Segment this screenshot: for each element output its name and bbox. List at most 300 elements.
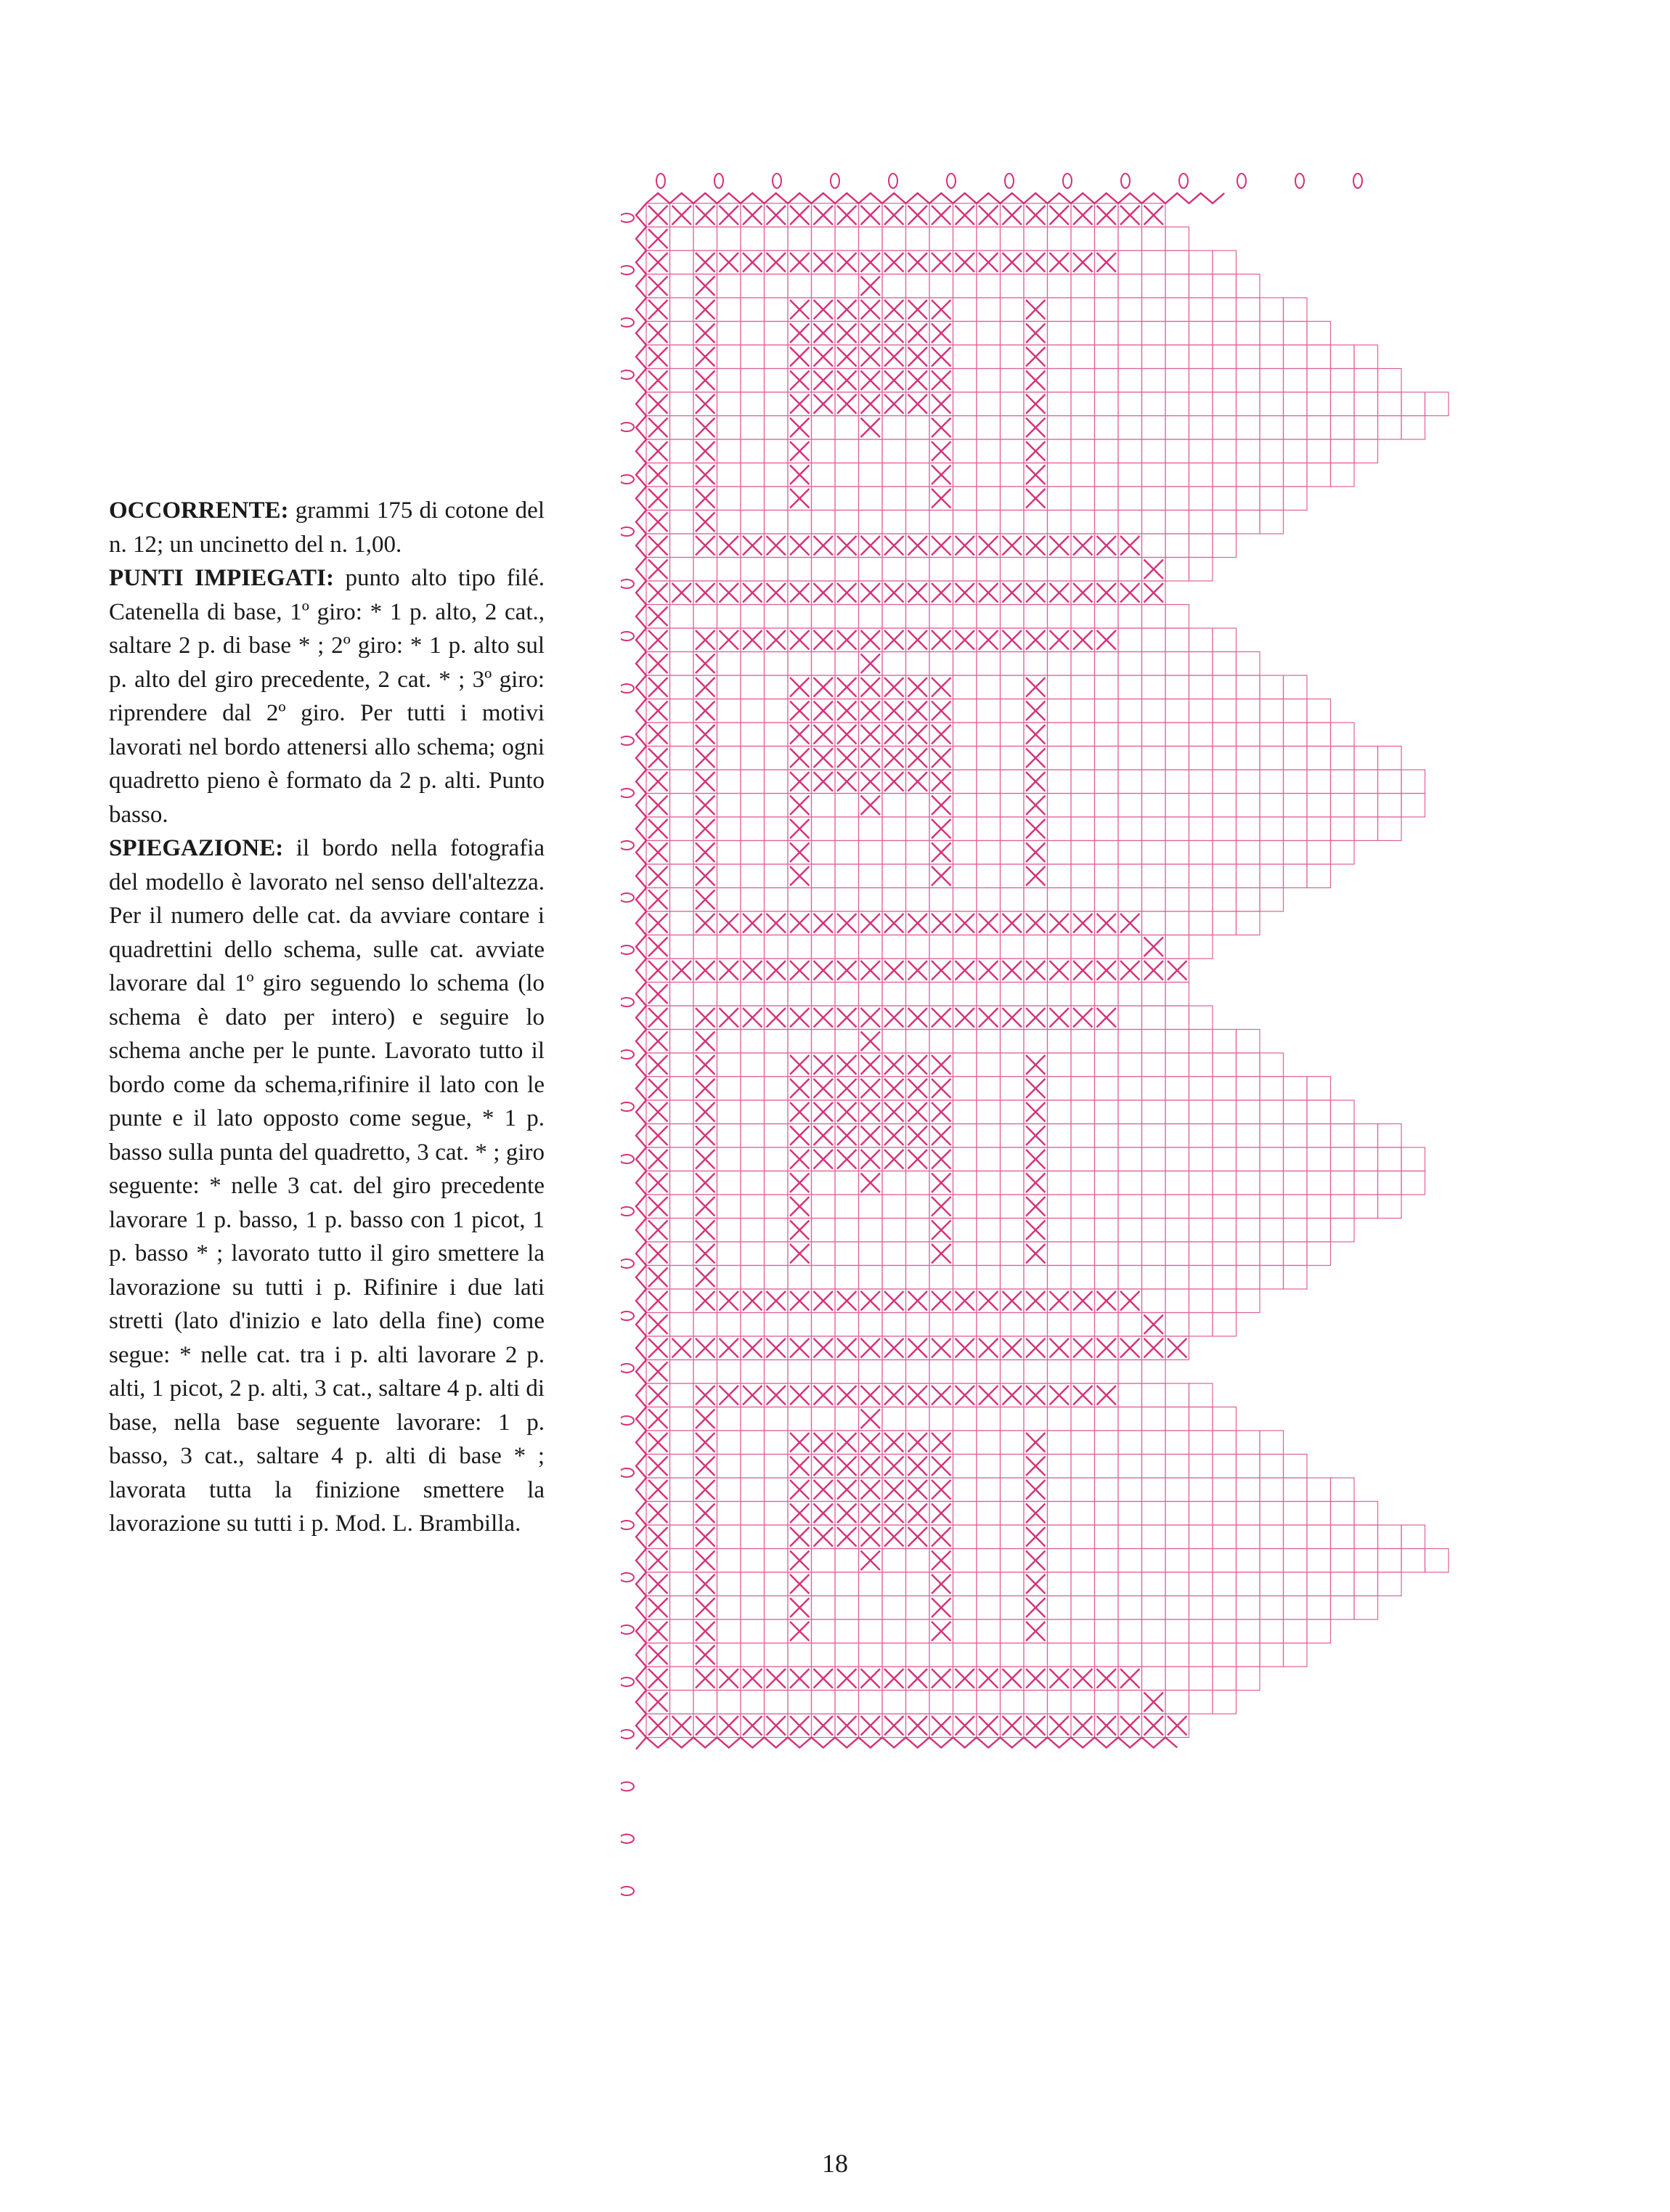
grid-cell xyxy=(670,416,694,440)
grid-cell xyxy=(1165,1667,1189,1691)
grid-cell xyxy=(906,983,930,1007)
grid-cell xyxy=(906,1360,930,1384)
grid-cell xyxy=(1142,1266,1166,1290)
grid-cell xyxy=(741,1124,765,1148)
grid-cell xyxy=(1142,1147,1166,1171)
grid-cell xyxy=(1307,1572,1331,1596)
grid-cell xyxy=(1095,439,1119,463)
grid-cell xyxy=(1118,888,1142,912)
grid-cell xyxy=(1165,817,1189,841)
grid-cell xyxy=(1354,345,1378,369)
grid-cell xyxy=(741,1572,765,1596)
grid-cell xyxy=(1071,675,1095,699)
grid-cell xyxy=(1165,770,1189,794)
grid-cell xyxy=(788,1691,812,1715)
grid-cell xyxy=(1354,1195,1378,1219)
grid-cell xyxy=(1307,1124,1331,1148)
grid-cell xyxy=(977,864,1001,888)
grid-cell xyxy=(1118,817,1142,841)
grid-cell xyxy=(670,794,694,818)
grid-cell xyxy=(1048,983,1072,1007)
grid-cell xyxy=(1213,675,1237,699)
grid-cell xyxy=(1284,817,1308,841)
grid-cell xyxy=(765,888,789,912)
grid-cell xyxy=(835,1643,859,1667)
grid-cell xyxy=(1071,1572,1095,1596)
grid-cell xyxy=(1260,1053,1284,1077)
grid-cell xyxy=(1307,864,1331,888)
grid-cell xyxy=(1260,841,1284,865)
grid-cell xyxy=(1307,1195,1331,1219)
picot xyxy=(621,1887,634,1895)
grid-cell xyxy=(812,1313,836,1337)
grid-cell xyxy=(1260,1431,1284,1455)
grid-cell xyxy=(693,983,717,1007)
grid-cell xyxy=(1307,1549,1331,1573)
grid-cell xyxy=(882,416,906,440)
grid-cell xyxy=(741,794,765,818)
grid-cell xyxy=(977,227,1001,251)
grid-cell xyxy=(1401,1147,1425,1171)
grid-cell xyxy=(1165,1619,1189,1643)
grid-cell xyxy=(1213,1455,1237,1479)
grid-cell xyxy=(1095,1266,1119,1290)
grid-cell xyxy=(1354,439,1378,463)
grid-cell xyxy=(1165,251,1189,275)
grid-cell xyxy=(788,935,812,959)
grid-cell xyxy=(977,675,1001,699)
grid-cell xyxy=(1378,416,1402,440)
picot xyxy=(621,1834,634,1843)
grid-cell xyxy=(693,1313,717,1337)
grid-cell xyxy=(977,392,1001,416)
grid-cell xyxy=(717,1572,741,1596)
grid-cell xyxy=(1071,227,1095,251)
grid-cell xyxy=(1284,345,1308,369)
grid-cell xyxy=(1001,935,1025,959)
grid-cell xyxy=(765,298,789,322)
picot xyxy=(889,174,897,188)
grid-cell xyxy=(835,864,859,888)
grid-cell xyxy=(977,1313,1001,1337)
grid-cell xyxy=(670,864,694,888)
grid-cell xyxy=(1165,675,1189,699)
grid-cell xyxy=(765,935,789,959)
grid-cell xyxy=(1024,1643,1048,1667)
grid-cell xyxy=(717,416,741,440)
grid-cell xyxy=(741,1643,765,1667)
grid-cell xyxy=(1001,1077,1025,1101)
grid-cell xyxy=(1284,369,1308,393)
grid-cell xyxy=(1189,1596,1213,1620)
grid-cell xyxy=(693,1360,717,1384)
grid-cell xyxy=(741,1171,765,1195)
grid-cell xyxy=(1071,864,1095,888)
grid-cell xyxy=(1142,723,1166,747)
grid-cell xyxy=(1425,1549,1449,1573)
grid-cell xyxy=(788,1407,812,1431)
grid-cell xyxy=(1001,1242,1025,1266)
grid-cell xyxy=(1048,841,1072,865)
grid-cell xyxy=(717,1596,741,1620)
grid-cell xyxy=(1095,511,1119,534)
grid-cell xyxy=(1071,1171,1095,1195)
grid-cell xyxy=(1189,487,1213,511)
grid-cell xyxy=(670,463,694,487)
grid-cell xyxy=(1260,770,1284,794)
grid-cell xyxy=(693,935,717,959)
picot xyxy=(621,214,634,222)
grid-cell xyxy=(906,463,930,487)
grid-cell xyxy=(765,1455,789,1479)
grid-cell xyxy=(977,888,1001,912)
grid-cell xyxy=(1354,1147,1378,1171)
grid-cell xyxy=(1260,345,1284,369)
grid-cell xyxy=(1237,911,1260,935)
grid-cell xyxy=(1118,558,1142,582)
grid-cell xyxy=(1237,439,1260,463)
grid-cell xyxy=(859,487,883,511)
grid-cell xyxy=(1237,1619,1260,1643)
grid-cell xyxy=(859,1596,883,1620)
grid-cell xyxy=(1307,1525,1331,1549)
grid-cell xyxy=(717,275,741,298)
grid-cell xyxy=(953,416,977,440)
grid-cell xyxy=(1260,1171,1284,1195)
grid-cell xyxy=(670,652,694,676)
grid-cell xyxy=(1118,605,1142,629)
grid-cell xyxy=(1331,1525,1355,1549)
grid-cell xyxy=(977,1171,1001,1195)
grid-cell xyxy=(1189,652,1213,676)
grid-cell xyxy=(953,1242,977,1266)
chart-stitches xyxy=(648,206,1187,1736)
grid-cell xyxy=(1307,699,1331,723)
grid-cell xyxy=(835,1549,859,1573)
grid-cell xyxy=(1095,1077,1119,1101)
grid-cell xyxy=(670,1383,694,1407)
grid-cell xyxy=(1189,1643,1213,1667)
page-number: 18 xyxy=(822,2149,848,2178)
picot xyxy=(621,946,634,954)
grid-cell xyxy=(1142,1525,1166,1549)
grid-cell xyxy=(765,1360,789,1384)
grid-cell xyxy=(1331,794,1355,818)
grid-cell xyxy=(1165,864,1189,888)
grid-cell xyxy=(1095,1691,1119,1715)
grid-cell xyxy=(953,1478,977,1502)
grid-cell xyxy=(882,652,906,676)
grid-cell xyxy=(1331,1219,1355,1243)
grid-cell xyxy=(670,534,694,558)
grid-cell xyxy=(1189,392,1213,416)
grid-cell xyxy=(1284,1266,1308,1290)
grid-cell xyxy=(1307,1219,1331,1243)
grid-cell xyxy=(929,511,953,534)
grid-cell xyxy=(1354,747,1378,770)
grid-cell xyxy=(1260,1525,1284,1549)
grid-cell xyxy=(1001,1525,1025,1549)
picot xyxy=(621,1050,634,1059)
grid-cell xyxy=(670,723,694,747)
grid-cell xyxy=(1331,1100,1355,1124)
grid-cell xyxy=(717,1195,741,1219)
picot xyxy=(621,318,634,327)
grid-cell xyxy=(1284,1549,1308,1573)
grid-cell xyxy=(1095,699,1119,723)
grid-cell xyxy=(977,794,1001,818)
grid-cell xyxy=(1142,699,1166,723)
grid-cell xyxy=(1237,1572,1260,1596)
grid-cell xyxy=(835,841,859,865)
grid-cell xyxy=(977,558,1001,582)
grid-cell xyxy=(1189,888,1213,912)
grid-cell xyxy=(1001,392,1025,416)
grid-cell xyxy=(1142,1006,1166,1030)
grid-cell xyxy=(812,1030,836,1054)
grid-cell xyxy=(1213,1030,1237,1054)
grid-cell xyxy=(1071,1313,1095,1337)
grid-cell xyxy=(1118,1124,1142,1148)
grid-cell xyxy=(670,911,694,935)
grid-cell xyxy=(1165,935,1189,959)
grid-cell xyxy=(1118,1619,1142,1643)
grid-cell xyxy=(670,1053,694,1077)
grid-cell xyxy=(1142,439,1166,463)
grid-cell xyxy=(977,1242,1001,1266)
grid-cell xyxy=(1001,1502,1025,1526)
picot xyxy=(621,1521,634,1529)
grid-cell xyxy=(1001,558,1025,582)
grid-cell xyxy=(1071,1219,1095,1243)
grid-cell xyxy=(1048,1572,1072,1596)
grid-cell xyxy=(835,558,859,582)
grid-cell xyxy=(1142,1383,1166,1407)
grid-cell xyxy=(953,652,977,676)
grid-cell xyxy=(1237,416,1260,440)
grid-cell xyxy=(1284,463,1308,487)
grid-cell xyxy=(670,1266,694,1290)
grid-cell xyxy=(1118,1525,1142,1549)
grid-cell xyxy=(1213,345,1237,369)
grid-cell xyxy=(1142,392,1166,416)
grid-cell xyxy=(882,841,906,865)
grid-cell xyxy=(1189,1549,1213,1573)
grid-cell xyxy=(1142,1030,1166,1054)
grid-cell xyxy=(1095,1431,1119,1455)
grid-cell xyxy=(1260,1147,1284,1171)
grid-cell xyxy=(1307,369,1331,393)
grid-cell xyxy=(788,1313,812,1337)
grid-cell xyxy=(1165,345,1189,369)
grid-cell xyxy=(670,1195,694,1219)
grid-cell xyxy=(741,227,765,251)
grid-cell xyxy=(1095,1195,1119,1219)
grid-cell xyxy=(882,1219,906,1243)
grid-cell xyxy=(1307,463,1331,487)
grid-cell xyxy=(953,1195,977,1219)
grid-cell xyxy=(1378,1124,1402,1148)
grid-cell xyxy=(1165,1407,1189,1431)
grid-cell xyxy=(1001,1619,1025,1643)
grid-cell xyxy=(929,1691,953,1715)
grid-cell xyxy=(929,227,953,251)
grid-cell xyxy=(1189,1171,1213,1195)
grid-cell xyxy=(765,487,789,511)
grid-cell xyxy=(1401,794,1425,818)
grid-cell xyxy=(1260,1478,1284,1502)
grid-cell xyxy=(717,1431,741,1455)
grid-cell xyxy=(765,1691,789,1715)
grid-cell xyxy=(1284,1478,1308,1502)
grid-cell xyxy=(906,652,930,676)
grid-cell xyxy=(812,817,836,841)
grid-cell xyxy=(741,392,765,416)
grid-cell xyxy=(1213,1431,1237,1455)
grid-cell xyxy=(1378,392,1402,416)
grid-cell xyxy=(1189,1006,1213,1030)
grid-cell xyxy=(1048,227,1072,251)
grid-cell xyxy=(1213,794,1237,818)
grid-cell xyxy=(1213,1549,1237,1573)
grid-cell xyxy=(1165,392,1189,416)
picot xyxy=(621,1259,634,1268)
grid-cell xyxy=(1165,652,1189,676)
grid-cell xyxy=(1307,747,1331,770)
grid-cell xyxy=(1001,983,1025,1007)
grid-cell xyxy=(717,747,741,770)
grid-cell xyxy=(1189,534,1213,558)
grid-cell xyxy=(765,1549,789,1573)
grid-cell xyxy=(812,1407,836,1431)
picot xyxy=(621,1416,634,1425)
grid-cell xyxy=(882,1596,906,1620)
grid-cell xyxy=(1071,1431,1095,1455)
grid-cell xyxy=(741,1242,765,1266)
grid-cell xyxy=(1307,794,1331,818)
grid-cell xyxy=(1024,652,1048,676)
grid-cell xyxy=(741,1195,765,1219)
grid-cell xyxy=(1401,416,1425,440)
picot xyxy=(1121,174,1130,188)
grid-cell xyxy=(1354,369,1378,393)
spiegazione-text: il bordo nella fotografia del modello è lavorato nel senso dell'altezza. Per il numero delle cat. da avviare contare i quadrettini dello schema, sulle cat. avviate lavorare dal 1º giro seguendo lo schema (lo schema è dato per intero) e seguire lo schema anche per le punte. Lavorato tutto il bordo come da schema,rifinire il lato con le punte e il lato opposto come segue, * 1 p. basso sulla punta del quadretto, 3 cat. * ; giro seguente: * nelle 3 cat. del giro precedente lavorare 1 p. basso, 1 p. basso con 1 picot, 1 p. basso * ; lavorato tutto il giro smettere la lavorazione su tutti i p. Rifinire i due lati stretti (lato d'inizio e lato della fine) come segue: * nelle cat. tra i p. alti lavorare 2 p. alti, 1 picot, 2 p. alti, 3 cat., saltare 4 p. alti di base, nella base seguente lavorare: 1 p. basso, 3 cat., saltare 4 p. alti di base * ; lavorata tutta la finizione smettere la lavorazione su tutti i p. Mod. L. Brambilla. xyxy=(109,835,545,1537)
grid-cell xyxy=(1048,1643,1072,1667)
grid-cell xyxy=(906,888,930,912)
grid-cell xyxy=(859,605,883,629)
grid-cell xyxy=(717,1171,741,1195)
grid-cell xyxy=(953,1100,977,1124)
grid-cell xyxy=(717,1549,741,1573)
grid-cell xyxy=(717,439,741,463)
grid-cell xyxy=(1284,1195,1308,1219)
grid-cell xyxy=(717,605,741,629)
grid-cell xyxy=(1071,1360,1095,1384)
grid-cell xyxy=(693,605,717,629)
grid-cell xyxy=(953,794,977,818)
grid-cell xyxy=(741,558,765,582)
grid-cell xyxy=(765,463,789,487)
grid-cell xyxy=(1213,534,1237,558)
grid-cell xyxy=(906,1313,930,1337)
picot xyxy=(621,527,634,536)
grid-cell xyxy=(765,1643,789,1667)
picot xyxy=(656,174,665,188)
grid-cell xyxy=(717,1147,741,1171)
grid-cell xyxy=(1118,1100,1142,1124)
grid-cell xyxy=(1118,1053,1142,1077)
grid-cell xyxy=(1213,1100,1237,1124)
grid-cell xyxy=(1284,1502,1308,1526)
grid-cell xyxy=(1071,439,1095,463)
grid-cell xyxy=(977,1100,1001,1124)
grid-cell xyxy=(670,888,694,912)
grid-cell xyxy=(1118,935,1142,959)
grid-cell xyxy=(670,1525,694,1549)
grid-cell xyxy=(670,298,694,322)
grid-cell xyxy=(765,675,789,699)
grid-cell xyxy=(1284,770,1308,794)
grid-cell xyxy=(812,1643,836,1667)
grid-cell xyxy=(765,1242,789,1266)
grid-cell xyxy=(1142,1407,1166,1431)
grid-cell xyxy=(1142,841,1166,865)
grid-cell xyxy=(1095,1407,1119,1431)
grid-cell xyxy=(1118,487,1142,511)
grid-cell xyxy=(977,1124,1001,1148)
grid-cell xyxy=(882,1619,906,1643)
grid-cell xyxy=(1284,1596,1308,1620)
grid-cell xyxy=(1213,1195,1237,1219)
grid-cell xyxy=(1260,794,1284,818)
grid-cell xyxy=(1213,1525,1237,1549)
grid-cell xyxy=(1048,1596,1072,1620)
grid-cell xyxy=(1189,841,1213,865)
grid-cell xyxy=(859,1572,883,1596)
grid-cell xyxy=(1237,275,1260,298)
grid-cell xyxy=(953,1619,977,1643)
grid-cell xyxy=(1001,841,1025,865)
grid-cell xyxy=(1118,369,1142,393)
grid-cell xyxy=(717,841,741,865)
grid-cell xyxy=(670,675,694,699)
grid-cell xyxy=(977,1525,1001,1549)
grid-cell xyxy=(1260,1077,1284,1101)
grid-cell xyxy=(717,723,741,747)
grid-cell xyxy=(835,1691,859,1715)
grid-cell xyxy=(1142,416,1166,440)
grid-cell xyxy=(1260,747,1284,770)
instructions-paragraph xyxy=(109,561,545,831)
grid-cell xyxy=(741,439,765,463)
grid-cell xyxy=(670,1431,694,1455)
grid-cell xyxy=(1284,864,1308,888)
grid-cell xyxy=(1189,1100,1213,1124)
grid-cell xyxy=(835,983,859,1007)
grid-cell xyxy=(1260,463,1284,487)
grid-cell xyxy=(1165,747,1189,770)
grid-cell xyxy=(765,1619,789,1643)
grid-cell xyxy=(1237,1124,1260,1148)
grid-cell xyxy=(670,1667,694,1691)
grid-cell xyxy=(1307,1171,1331,1195)
grid-cell xyxy=(1307,1596,1331,1620)
grid-cell xyxy=(765,1266,789,1290)
grid-cell xyxy=(953,1407,977,1431)
grid-cell xyxy=(1118,983,1142,1007)
grid-cell xyxy=(835,1195,859,1219)
grid-cell xyxy=(1071,747,1095,770)
